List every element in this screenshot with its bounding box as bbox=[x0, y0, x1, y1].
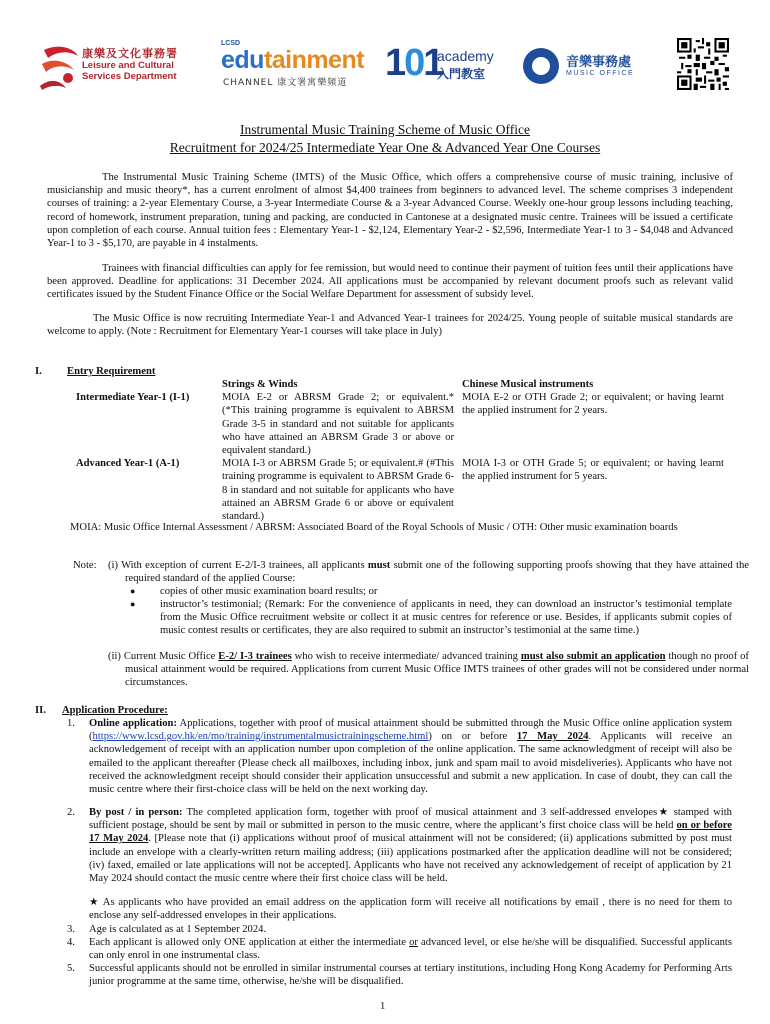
lcsd-chinese-name: 康樂及文化事務署 bbox=[82, 47, 178, 60]
edutainment-tag: LCSD bbox=[221, 40, 241, 47]
academy-english: academy bbox=[437, 48, 494, 64]
section-1-heading: Entry Requirement bbox=[67, 366, 156, 377]
edutainment-channel: CHANNEL 康文署寓樂頻道 bbox=[223, 78, 348, 88]
academy-number: 101 bbox=[385, 42, 443, 84]
col-header-chinese: Chinese Musical instruments bbox=[462, 379, 594, 390]
header-logos bbox=[0, 38, 770, 98]
cell-advanced-chinese: MOIA I-3 or OTH Grade 5; or equivalent; or having learnt the applied instrument for 5 years. bbox=[462, 458, 724, 483]
edutainment-logo bbox=[221, 42, 371, 92]
item-3-number: 3. bbox=[67, 924, 75, 935]
note-label: Note: bbox=[73, 560, 97, 571]
page-subtitle: Recruitment for 2024/25 Intermediate Year One & Advanced Year One Courses bbox=[169, 140, 601, 155]
row-label-intermediate: Intermediate Year-1 (I-1) bbox=[76, 392, 190, 404]
intro-paragraph-1: The Instrumental Music Training Scheme (IMTS) of the Music Office, which offers a comprehensive course of music training, inclusive of musicianship and music theory*, has a current enrolment of almost $4,400 trainees from beginners to advanced level. The scheme comprises 3 independent courses of training: a 2-year Elementary Course, a 3-year Intermediate Course & a 3-year Advanced Course. Weekly one-hour group lessons including teaching, record of homework, instrument preparation, tuning and packing, are conducted in Cantonese at a designated music centre. Trainees will be issued a certificate upon completion of each course. Annual tuition fees : Elementary Year-1 - $2,124, Elementary Year-2 - $2,596, Intermediate Year-1 to 3 - $4,048 and Advanced Year-1 to 3 - $5,170, are payable in 4 instalments. bbox=[47, 172, 733, 250]
online-application-link[interactable]: https://www.lcsd.gov.hk/en/mo/training/instrumentalmusictrainingscheme.html bbox=[92, 731, 429, 743]
music-office-emblem-icon bbox=[523, 48, 559, 84]
item-online-application: Online application: Applications, together with proof of musical attainment should be submitted through the Music Office online application system (https://www.lcsd.gov.hk/en/mo/training/instrumentalmusictrainingscheme.html) on or before 17 May 2024. Applicants will receive an acknowledgement of receipt with an application number upon completion of the online application. The same acknowledgment of receipt will also be emailed to the applicant thereafter (Please check all mailboxes, including inbox, junk and spam mail to avoid misdeliveries). Applicants who have not received the acknowledgment receipt should consider their application unsuccessful and submit a new application. In case of doubt, they can call the music centre where their first-choice class will be held on the next working day. bbox=[89, 718, 732, 796]
music-office-english: MUSIC OFFICE bbox=[566, 70, 635, 77]
lcsd-logo bbox=[38, 42, 208, 94]
lcsd-english-name: Leisure and Cultural Services Department bbox=[82, 60, 177, 82]
music-office-chinese: 音樂事務處 bbox=[566, 55, 632, 70]
item-post-in-person: By post / in person: The completed application form, together with proof of musical attainment and 3 self-addressed envelopes★ stamped with sufficient postage, should be sent by mail or submitted in person to the music centre, where the applicant’s first choice class will be held on or before 17 May 2024. [Please note that (i) applications without proof of musical attainment will not be considered; (ii) applications submitted by post must include an envelope with a clearly-written return mailing address; (iii) applications postmarked after the application deadline will not be considered; (iv) faxed, emailed or late applications will not be accepted]. Applicants who have not received any acknowledgement of receipt of application by 21 May 2024 should contact the music centre where their first choice class will be held. bbox=[89, 807, 732, 885]
item-one-application: Each applicant is allowed only ONE application at either the intermediate or advanced level, or else he/she will be disqualified. Successful applicants can only enrol in one instrumental class. bbox=[89, 937, 732, 962]
cell-advanced-strings: MOIA I-3 or ABRSM Grade 5; or equivalent.# (#This training programme is equivalent to ABRSM Grade 6-8 in standard and not suitable for applicants who have attained an ABRSM Grade 6 or above or equivalent standard.) bbox=[222, 458, 454, 523]
item-2-number: 2. bbox=[67, 807, 75, 818]
envelope-star-note: ★ As applicants who have provided an email address on the application form will receive all notifications by email , there is no need for them to enclose any self-addressed envelopes in their applications. bbox=[89, 897, 732, 922]
note-i: (i) With exception of current E-2/I-3 trainees, all applicants must submit one of the following supporting proofs showing that they have attained the required standard of the applied Course: bbox=[108, 560, 749, 585]
music-office-logo bbox=[523, 48, 663, 88]
item-age: Age is calculated as at 1 September 2024. bbox=[89, 924, 267, 935]
cell-intermediate-strings: MOIA E-2 or ABRSM Grade 2; or equivalent.* (*This training programme is equivalent to ABRSM Grade 3-5 in standard and not suitable for applicants who have attained an ABRSM Grade 3 or above or equivalent standard.) bbox=[222, 392, 454, 457]
entry-requirement-table bbox=[70, 378, 728, 523]
qr-code-icon[interactable] bbox=[677, 38, 729, 90]
item-5-number: 5. bbox=[67, 963, 75, 974]
academy-logo bbox=[385, 44, 510, 90]
row-label-advanced: Advanced Year-1 (A-1) bbox=[76, 458, 180, 470]
table-row bbox=[70, 391, 728, 457]
bullet-item-2: instructor’s testimonial; (Remark: For the convenience of applicants in need, they can download an instructor’s testimonial template from the Music Office recruitment website or collect it at music centres for reference or use. Besides, if applicants submit copies of music contest results or certificates, they are also required to submit an instructor’s testimonial at the same time.) bbox=[160, 599, 732, 637]
section-1-number: I. bbox=[35, 366, 42, 377]
academy-chinese: 入門教室 bbox=[437, 67, 486, 81]
section-2-number: II. bbox=[35, 705, 46, 716]
col-header-strings: Strings & Winds bbox=[222, 379, 298, 390]
intro-paragraph-3: The Music Office is now recruiting Intermediate Year-1 and Advanced Year-1 trainees for 2024/25. Young people of suitable musical standards are welcome to apply. (Note : Recruitment for Elementary Year-1 courses will take place in July) bbox=[47, 313, 733, 338]
table-row bbox=[70, 457, 728, 523]
section-2-heading: Application Procedure: bbox=[62, 705, 168, 716]
item-4-number: 4. bbox=[67, 937, 75, 948]
page-number: 1 bbox=[380, 1001, 386, 1012]
edutainment-wordmark: edutainment bbox=[221, 46, 365, 74]
page-title: Instrumental Music Training Scheme of Music Office bbox=[240, 122, 530, 137]
intro-paragraph-2: Trainees with financial difficulties can apply for fee remission, but would need to continue their payment of tuition fees until their applications have been approved. Deadline for applications: 31 December 2024. All applications must be accompanied by relevant document proofs such as relevant valid certificates issued by the Student Finance Office or the Social Welfare Department for assessment of subsidy level. bbox=[47, 263, 733, 301]
item-1-number: 1. bbox=[67, 718, 75, 729]
lcsd-figure-icon bbox=[38, 42, 80, 92]
bullet-icon: ● bbox=[130, 586, 136, 596]
bullet-icon: ● bbox=[130, 599, 136, 609]
item-no-similar-courses: Successful applicants should not be enrolled in similar instrumental courses at tertiary institutions, including Hong Kong Academy for Performing Arts junior programme at the same time, otherwise, he/she will be disqualified. bbox=[89, 963, 732, 988]
note-ii: (ii) Current Music Office E-2/ I-3 trainees who wish to receive intermediate/ advanced training must also submit an application though no proof of musical attainment would be required. Applications from current Music Office IMTS trainees of other grades will not be considered under normal circumstances. bbox=[108, 651, 749, 689]
table-header-row bbox=[70, 378, 728, 391]
cell-intermediate-chinese: MOIA E-2 or OTH Grade 2; or equivalent; or having learnt the applied instrument for 2 years. bbox=[462, 392, 724, 417]
bullet-item-1: copies of other music examination board results; or bbox=[160, 586, 378, 597]
abbreviation-note: MOIA: Music Office Internal Assessment / ABRSM: Associated Board of the Royal Schools of Music / OTH: Other music examination boards bbox=[70, 522, 678, 533]
